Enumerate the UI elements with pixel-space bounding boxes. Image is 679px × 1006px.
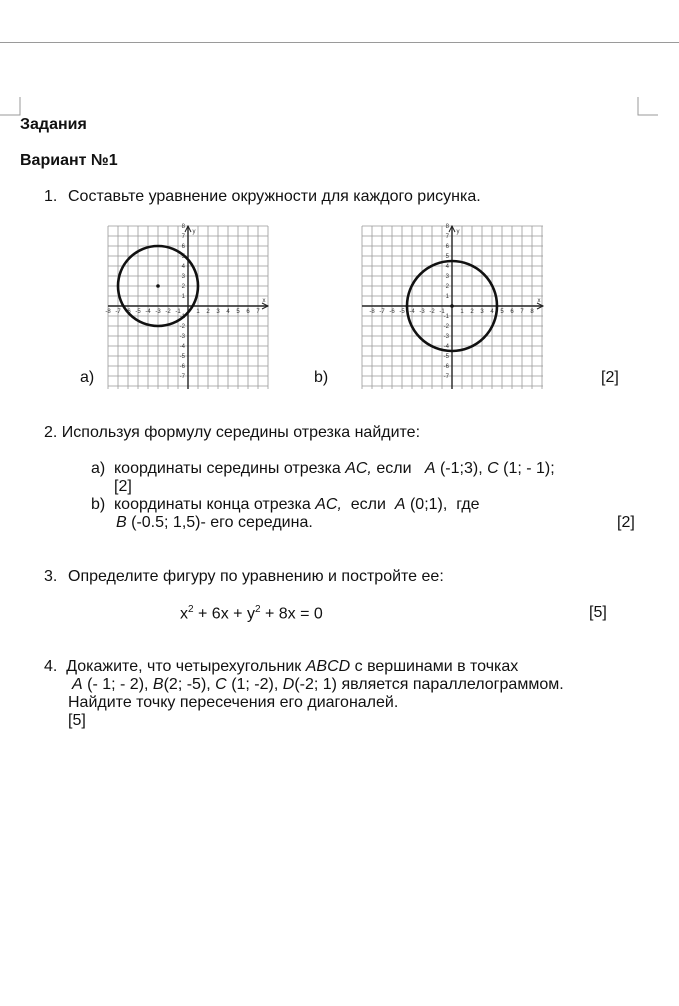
y-tick-label: -7 [443,374,449,380]
y-tick-label: -6 [179,364,185,370]
y-tick-label: -4 [179,344,185,350]
task2a-segment: AC, [345,460,372,477]
task2b-line1 [114,496,480,514]
equation-end: + 8x = 0 [264,605,323,623]
task2a-point-a: A [424,460,436,477]
x-tick-label: -1 [439,309,445,315]
task2b-text3: где [456,496,480,513]
equation-exp-1: 2 [188,604,194,615]
y-tick-label: 7 [445,234,449,240]
graph-a [107,225,269,390]
x-tick-label: 3 [480,309,484,315]
x-tick-label: -7 [379,309,385,315]
y-tick-label: 6 [445,244,449,250]
task2b-point-a-coords: (0;1), [409,496,448,513]
task4-number: 4. [44,658,58,675]
x-tick-label: -8 [369,309,375,315]
task3-number: 3. [44,568,58,585]
y-tick-label: 6 [181,244,185,250]
x-tick-label: 4 [490,309,494,315]
x-tick-label: -8 [105,309,111,315]
task1-number: 1. [44,188,58,205]
y-tick-label: -6 [443,364,449,370]
task4-text2: с вершинами в точках [354,658,519,675]
task2a-points: [2] [114,478,132,495]
x-tick-label: 2 [470,309,474,315]
y-tick-label: 8 [181,224,185,230]
y-tick-label: 2 [181,284,185,290]
x-tick-label: 6 [246,309,250,315]
x-tick-label: -2 [165,309,171,315]
x-tick-label: -1 [175,309,181,315]
task1-text: Составьте уравнение окружности для каждого рисунка. [68,188,481,205]
x-axis-label: x [262,298,266,304]
y-tick-label: 5 [445,254,449,260]
task2b-point-b-coords: (-0.5; 1,5)- его середина. [131,514,313,531]
x-tick-label: -4 [145,309,151,315]
task2-text: Используя формулу середины отрезка найдите: [61,424,421,441]
task3-points: [5] [589,604,607,621]
task2b-text1: координаты конца отрезка [114,496,311,513]
x-tick-label: -6 [125,309,131,315]
circle-center [450,304,454,308]
task4-line3: Найдите точку пересечения его диагоналей. [68,694,399,711]
circle-center [156,284,160,288]
equation-mid: + 6x + y [198,605,255,623]
task2a-text2: если [376,460,412,477]
task4-point-a: A [72,676,83,693]
task2b-line2 [116,514,313,532]
equation-x: x [180,605,188,623]
y-axis-label: y [192,229,196,235]
task3-text: Определите фигуру по уравнению и постройте ее: [68,568,444,585]
task4-line1 [44,658,518,676]
x-tick-label: 6 [510,309,514,315]
x-tick-label: -4 [409,309,415,315]
y-tick-label: 1 [445,294,449,300]
x-tick-label: -3 [155,309,161,315]
page-heading: Задания [20,116,87,133]
x-tick-label: -7 [115,309,121,315]
task2a-point-a-coords: (-1;3), [439,460,483,477]
x-tick-label: 1 [460,309,464,315]
y-tick-label: -5 [443,354,449,360]
y-tick-label: -2 [443,324,449,330]
x-tick-label: 1 [196,309,200,315]
task2-number: 2. [44,424,58,441]
x-tick-label: 5 [236,309,240,315]
y-tick-label: -2 [179,324,185,330]
margin-corner-left [0,95,22,117]
y-tick-label: -4 [443,344,449,350]
task4-point-b-coords: (2; -5), [163,676,211,693]
x-tick-label: 5 [500,309,504,315]
y-tick-label: 3 [181,274,185,280]
y-tick-label: -1 [179,314,185,320]
x-tick-label: -2 [429,309,435,315]
task4-points: [5] [68,712,86,729]
y-tick-label: 7 [181,234,185,240]
task2a-label: a) [91,460,106,477]
x-tick-label: 4 [226,309,230,315]
task3-equation [180,604,323,623]
task2b-point-a: A [394,496,406,513]
x-tick-label: 7 [520,309,524,315]
y-tick-label: 4 [181,264,185,270]
task1-label-a: a) [80,369,95,386]
task2a-point-c: C [487,460,499,477]
y-tick-label: -5 [179,354,185,360]
x-axis-label: x [537,298,541,304]
header-divider [0,42,679,43]
task2-points: [2] [617,514,635,531]
x-tick-label: 2 [206,309,210,315]
margin-corner-right [636,95,660,117]
y-tick-label: -3 [443,334,449,340]
task4-line2 [72,676,564,694]
task2b-segment: AC, [315,496,342,513]
task2a-point-c-coords: (1; - 1); [503,460,555,477]
task2b-label: b) [91,496,106,513]
y-tick-label: 8 [445,224,449,230]
task4-point-c-coords: (1; -2), [231,676,279,693]
task4-point-d-coords: (-2; 1) является параллелограммом. [294,676,564,693]
y-tick-label: -3 [179,334,185,340]
x-tick-label: 7 [256,309,260,315]
task2b-text2: если [350,496,386,513]
y-tick-label: 1 [181,294,185,300]
y-tick-label: -7 [179,374,185,380]
variant-title: Вариант №1 [20,152,118,169]
task4-point-b: B [152,676,164,693]
task4-text1: Докажите, что четырехугольник [66,658,302,675]
x-tick-label: -3 [419,309,425,315]
x-tick-label: -6 [389,309,395,315]
task4-quad: ABCD [305,658,351,675]
graph-b [361,225,544,390]
y-tick-label: 2 [445,284,449,290]
task2a-text1: координаты середины отрезка [114,460,341,477]
x-tick-label: -5 [135,309,141,315]
x-tick-label: 3 [216,309,220,315]
task2b-point-b: B [116,514,127,531]
y-tick-label: 5 [181,254,185,260]
y-tick-label: 3 [445,274,449,280]
task1-points: [2] [601,369,619,386]
task4-point-c: C [215,676,227,693]
task2a-line [114,460,555,478]
task4-point-d: D [282,676,295,693]
x-tick-label: -5 [399,309,405,315]
task2-heading [44,424,420,442]
x-tick-label: 8 [530,309,534,315]
equation-exp-2: 2 [254,604,261,615]
y-axis-label: y [456,229,460,235]
y-tick-label: 4 [445,264,449,270]
task1-label-b: b) [314,369,329,386]
task4-point-a-coords: (- 1; - 2), [87,676,149,693]
y-tick-label: -1 [443,314,449,320]
